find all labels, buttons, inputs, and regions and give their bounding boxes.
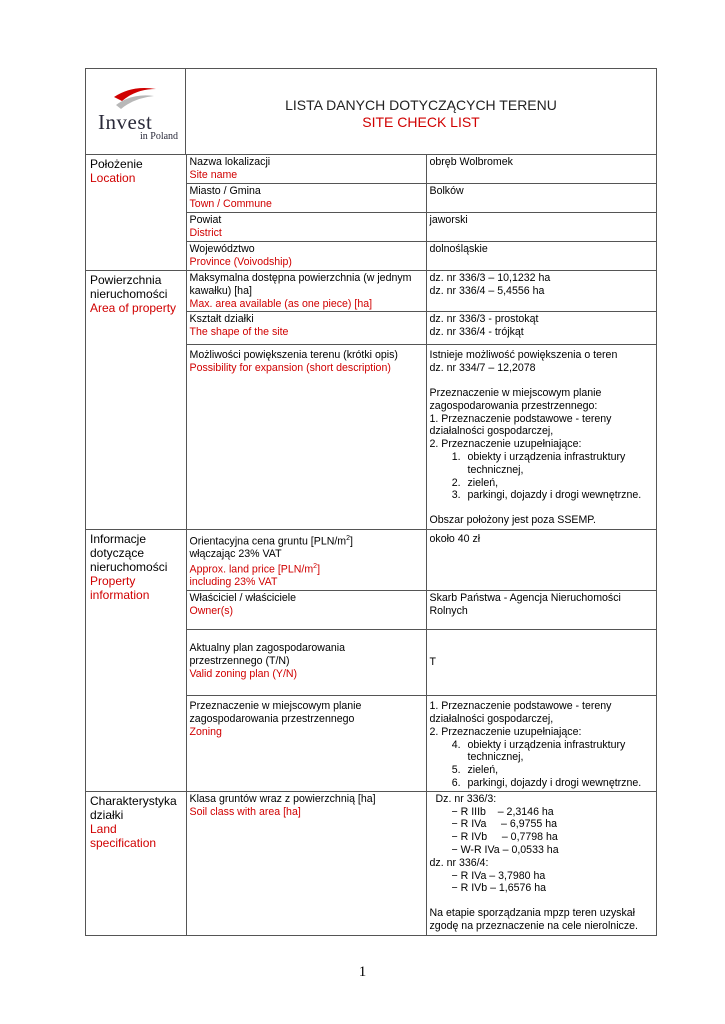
site-check-list-frame: [85, 68, 657, 936]
title-cell: [186, 69, 656, 154]
field-label-pl: Województwo: [189, 243, 255, 255]
value-zoning-plan: T: [426, 630, 656, 696]
field-label-en: Province (Voivodship): [189, 255, 292, 268]
list-item: − R IVb – 1,6576 ha: [451, 882, 547, 895]
table-row: [86, 155, 656, 184]
section-label-pl: nieruchomości: [90, 287, 168, 301]
section-land-spec: [86, 791, 186, 934]
section-label-pl: Powierzchnia: [90, 273, 162, 287]
list-item: − R IVa – 6,9755 ha: [451, 818, 558, 831]
value-line: dz. nr 336/4 – 5,4556 ha: [429, 284, 545, 297]
section-label-en: information: [90, 587, 150, 602]
list-item: − R IVa – 3,7980 ha: [451, 869, 546, 882]
field-zoning-plan: [186, 630, 426, 696]
page-number: 1: [358, 964, 367, 980]
field-label-en: The shape of the site: [189, 326, 289, 339]
field-label-pl: [190, 533, 423, 548]
header-row: [86, 69, 656, 155]
value-zoning: [426, 696, 656, 792]
section-label-pl: Informacje: [90, 531, 147, 546]
spacer: [430, 895, 654, 907]
field-label-pl: Przeznaczenie w miejscowym planie: [189, 700, 362, 713]
field-label-pl: Właściciel / właściciele: [189, 592, 297, 605]
field-town: [186, 184, 426, 213]
field-zoning: [186, 696, 426, 792]
list-item: − W-R IVa – 0,0533 ha: [451, 843, 559, 856]
section-area: [86, 271, 186, 530]
value-line: działalności gospodarczej,: [429, 713, 554, 725]
section-label-pl: dotyczące: [90, 545, 145, 560]
value-district: jaworski: [426, 213, 656, 242]
value-line: 2. Przeznaczenie uzupełniające:: [429, 725, 582, 738]
section-label-en: Land: [90, 821, 117, 836]
field-price: [186, 529, 426, 590]
section-label-en: Location: [90, 171, 136, 185]
list-item: 1. obiekty i urządzenia infrastruktury technicznej,: [464, 451, 654, 477]
field-label-pl: Możliwości powiększenia terenu (krótki opis): [189, 349, 398, 362]
field-owner: [186, 591, 426, 630]
field-label-pl: Powiat: [189, 214, 222, 226]
section-label-pl: działki: [90, 807, 124, 822]
value-line: Istnieje możliwość powiększenia o teren: [429, 349, 618, 362]
field-label-en: Soil class with area [ha]: [189, 805, 301, 818]
text: ]: [317, 563, 321, 576]
value-line: 2. Przeznaczenie uzupełniające:: [429, 438, 582, 451]
field-district: [186, 213, 426, 242]
field-label-pl: Klasa gruntów wraz z powierzchnią [ha]: [189, 792, 376, 805]
field-label-pl: przestrzennego (T/N): [189, 655, 290, 667]
value-line: działalności gospodarczej,: [429, 425, 554, 438]
value-line: dz. nr 334/7 – 12,2078: [429, 362, 536, 375]
spacer: [430, 375, 654, 387]
spacer: [430, 502, 654, 514]
field-label-en: Owner(s): [189, 605, 234, 617]
field-label-pl: Miasto / Gmina: [189, 185, 261, 197]
value-province: dolnośląskie: [426, 242, 656, 271]
table-row: [86, 791, 656, 934]
title-en: SITE CHECK LIST: [362, 114, 480, 130]
field-label-en: [190, 561, 423, 576]
field-label-en: Zoning: [189, 725, 222, 738]
value-max-area: [426, 271, 656, 312]
field-soil-class: [186, 791, 426, 934]
list-item: 4. obiekty i urządzenia infrastruktury technicznej,: [464, 739, 654, 765]
value-line: dz. nr 336/3 - prostokąt: [429, 313, 539, 326]
expansion-list: [430, 451, 654, 502]
field-label-en: Town / Commune: [189, 197, 272, 210]
value-town: Bolków: [426, 184, 656, 213]
site-data-table: [86, 155, 656, 935]
section-property-info: [86, 529, 186, 791]
value-line: 1. Przeznaczenie podstawowe - tereny: [429, 700, 612, 713]
field-expansion: [186, 345, 426, 530]
table-row: [86, 529, 656, 590]
section-label-en: Area of property: [90, 301, 177, 315]
value-line: Przeznaczenie w miejscowym planie: [429, 386, 602, 399]
field-label-pl: Maksymalna dostępna powierzchnia (w jednym kawałku) [ha]: [189, 272, 412, 297]
superscript: 2: [346, 534, 351, 542]
value-line: Na etapie sporządzania mpzp teren uzyskał zgodę na przeznaczenie na cele nierolnicze.: [429, 907, 638, 932]
field-label-en: including 23% VAT: [189, 576, 278, 589]
field-label-en: Site name: [189, 168, 238, 181]
field-label-pl: Aktualny plan zagospodarowania: [189, 642, 345, 655]
value-owner: Skarb Państwa - Agencja Nieruchomości Rolnych: [426, 591, 656, 630]
value-site-name: obręb Wolbromek: [426, 155, 656, 184]
list-item: − R IIIb – 2,3146 ha: [451, 805, 554, 818]
text: ]: [350, 535, 353, 548]
field-label-pl: Nazwa lokalizacji: [189, 156, 271, 168]
value-soil-class: [426, 791, 656, 934]
text: Approx. land price [PLN/m: [189, 563, 314, 576]
logo-brand: Invest: [98, 110, 153, 134]
section-label-en: Property: [90, 573, 136, 588]
list-item: 5. zieleń,: [464, 764, 654, 777]
zoning-list: [430, 739, 654, 790]
list-item: − R IVb – 0,7798 ha: [451, 831, 558, 844]
field-label-pl: Kształt działki: [189, 313, 254, 326]
field-site-name: [186, 155, 426, 184]
value-line: Dz. nr 336/3:: [435, 792, 497, 805]
list-item: 3. parkingi, dojazdy i drogi wewnętrzne.: [464, 489, 654, 502]
field-label-pl: zagospodarowania przestrzennego: [189, 713, 355, 725]
field-max-area: [186, 271, 426, 312]
table-row: [86, 271, 656, 312]
title-pl: LISTA DANYCH DOTYCZĄCYCH TERENU: [285, 97, 557, 113]
field-province: [186, 242, 426, 271]
value-line: dz. nr 336/4 - trójkąt: [429, 326, 524, 339]
section-label-pl: nieruchomości: [90, 559, 168, 574]
value-expansion: [426, 345, 656, 530]
value-price: około 40 zł: [426, 529, 656, 590]
value-line: Obszar położony jest poza SSEMP.: [429, 514, 596, 527]
field-label-en: Valid zoning plan (Y/N): [189, 667, 298, 680]
section-label-pl: Charakterystyka: [90, 793, 177, 808]
list-item: 2. zieleń,: [464, 477, 654, 490]
value-line: zagospodarowania przestrzennego:: [429, 399, 598, 412]
invest-in-poland-logo: [86, 69, 186, 154]
list-item: 6. parkingi, dojazdy i drogi wewnętrzne.: [464, 777, 654, 790]
logo-sub: in Poland: [140, 131, 179, 142]
value-line: 1. Przeznaczenie podstawowe - tereny: [429, 412, 612, 425]
section-location: [86, 155, 186, 271]
value-line: dz. nr 336/3 – 10,1232 ha: [429, 272, 551, 284]
section-label-pl: Położenie: [90, 157, 143, 171]
section-label-en: specification: [90, 835, 157, 850]
field-label-en: Possibility for expansion (short description): [189, 362, 391, 375]
value-shape: [426, 312, 656, 345]
value-line: dz. nr 336/4:: [429, 856, 489, 869]
field-label-pl: włączając 23% VAT: [189, 548, 282, 561]
text: Orientacyjna cena gruntu [PLN/m: [189, 535, 347, 548]
field-shape: [186, 312, 426, 345]
superscript: 2: [313, 563, 318, 571]
field-label-en: Max. area available (as one piece) [ha]: [189, 297, 373, 310]
field-label-en: District: [189, 226, 222, 239]
